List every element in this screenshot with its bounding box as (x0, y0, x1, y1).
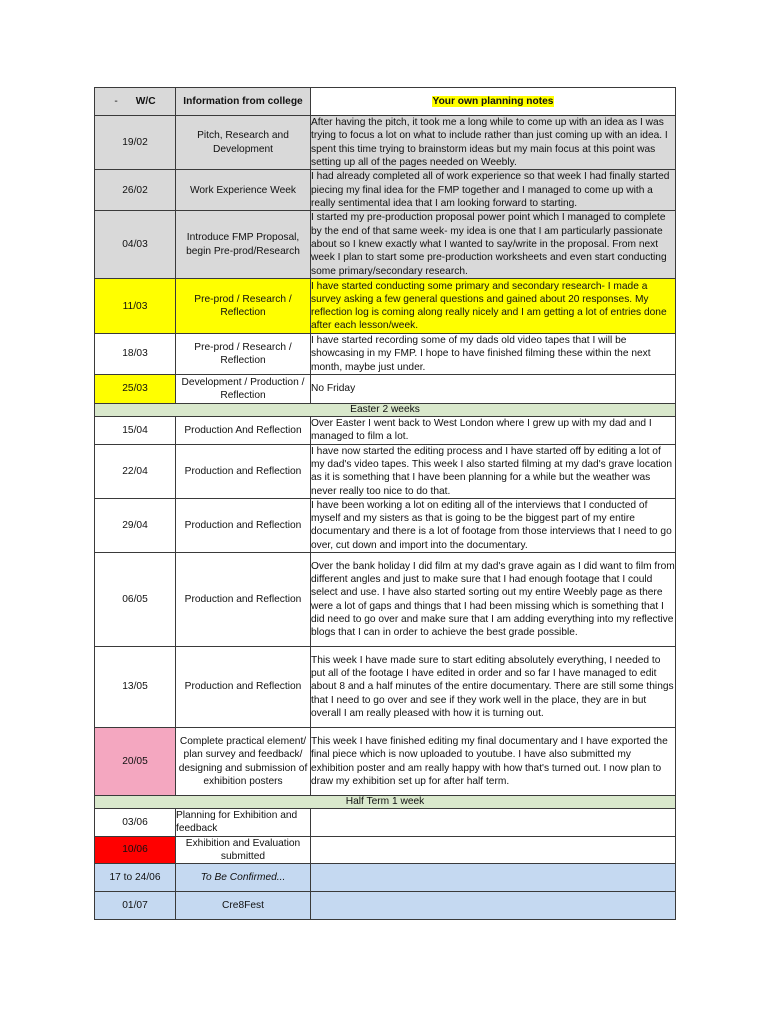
college-info: To Be Confirmed... (176, 864, 311, 892)
notes-header (311, 88, 676, 116)
planning-note: I have now started the editing process and I have started off by editing a lot of my dad's video tapes. This week I also started filming at my dad's grave location as it is something that I have been planning for a while but the weather was never really too nice to do that. (311, 444, 676, 498)
planning-note: This week I have made sure to start editing absolutely everything, I needed to put all of the footage I have edited in order and so far I have managed to edit about 8 and a half minutes of the entire documentary. There are still some things that I need to go over and see if they work well in the place, they are in but overall I am really pleased with how it is turning out. (311, 647, 676, 728)
college-info: Production and Reflection (176, 647, 311, 728)
week-date: 29/04 (95, 498, 176, 552)
notes-header-label: Your own planning notes (432, 95, 554, 107)
table-row (95, 116, 676, 170)
table-row (95, 334, 676, 375)
week-date: 19/02 (95, 116, 176, 170)
college-info: Work Experience Week (176, 170, 311, 211)
table-row (95, 211, 676, 279)
week-date: 18/03 (95, 334, 176, 375)
week-date: 03/06 (95, 809, 176, 837)
week-date: 01/07 (95, 892, 176, 920)
week-date: 13/05 (95, 647, 176, 728)
college-info: Pitch, Research and Development (176, 116, 311, 170)
table-row (95, 728, 676, 796)
college-info: Complete practical element/ plan survey and feedback/ designing and submission of exhibition posters (176, 728, 311, 796)
table-row (95, 864, 676, 892)
planning-note: No Friday (311, 375, 676, 404)
planning-note: Over the bank holiday I did film at my dad's grave again as I did want to film from different angles and just to make sure that I had enough footage that I could select and use. I have also started sorting out my entire Weebly page as there were a lot of gaps and things that I had been missing which is something that I did need to go over and make sure that I am adding everything into my reflective blogs that I can in order to achieve the best grade possible. (311, 553, 676, 647)
wc-label: W/C (135, 95, 156, 107)
fmp-planning-table (94, 87, 676, 920)
week-date: 22/04 (95, 444, 176, 498)
college-info: Exhibition and Evaluation submitted (176, 836, 311, 864)
week-date: 11/03 (95, 279, 176, 334)
planning-note: I have started recording some of my dads old video tapes that I will be showcasing in my FMP. I hope to have finished filming these within the next month, maybe just under. (311, 334, 676, 375)
table-row (95, 279, 676, 334)
half-term-banner: Half Term 1 week (95, 796, 676, 809)
planning-note (311, 892, 676, 920)
college-info: Cre8Fest (176, 892, 311, 920)
table-row (95, 892, 676, 920)
info-header: Information from college (176, 88, 311, 116)
planning-note: Over Easter I went back to West London where I grew up with my dad and I managed to film a lot. (311, 417, 676, 445)
college-info: Production and Reflection (176, 444, 311, 498)
table-row (95, 809, 676, 837)
easter-banner-row (95, 404, 676, 417)
week-date: 15/04 (95, 417, 176, 445)
planning-note (311, 864, 676, 892)
dash-label: - (114, 95, 118, 107)
college-info: Pre-prod / Research / Reflection (176, 279, 311, 334)
table-row (95, 170, 676, 211)
week-date: 17 to 24/06 (95, 864, 176, 892)
half-term-banner-row (95, 796, 676, 809)
week-date: 06/05 (95, 553, 176, 647)
planning-note: This week I have finished editing my final documentary and I have exported the final piece which is now uploaded to youtube. I have also submitted my exhibition poster and am really happy with how that's turned out. I now plan to draw my exhibition set up for after half term. (311, 728, 676, 796)
planning-note: I have started conducting some primary and secondary research- I made a survey asking a few general questions and gained about 20 responses. My reflection log is coming along really nicely and I am getting a lot of entries done after each lesson/week. (311, 279, 676, 334)
planning-note: I have been working a lot on editing all of the interviews that I conducted of myself and my sisters as that is going to be the biggest part of my entire documentary and there is a lot of footage from those interviews that I need to go over, cut down and import into the documentary. (311, 498, 676, 552)
table-row (95, 444, 676, 498)
college-info: Pre-prod / Research / Reflection (176, 334, 311, 375)
college-info: Production and Reflection (176, 553, 311, 647)
table-row (95, 553, 676, 647)
college-info: Development / Production / Reflection (176, 375, 311, 404)
planning-note: After having the pitch, it took me a long while to come up with an idea as I was trying to focus a lot on what to include rather than just coming up with an idea. I spent this time trying to brainstorm ideas but my main focus at this point was setting up all of the pages needed on Weebly. (311, 116, 676, 170)
planning-note: I had already completed all of work experience so that week I had finally started piecing my final idea for the FMP together and I managed to come up with a really sentimental idea that I am looking forward to starting. (311, 170, 676, 211)
table-row (95, 375, 676, 404)
college-info: Planning for Exhibition and feedback (176, 809, 311, 837)
week-date: 25/03 (95, 375, 176, 404)
planning-note (311, 836, 676, 864)
college-info: Production And Reflection (176, 417, 311, 445)
week-date: 26/02 (95, 170, 176, 211)
week-date: 10/06 (95, 836, 176, 864)
table-row (95, 836, 676, 864)
wc-header (95, 88, 176, 116)
table-header-row (95, 88, 676, 116)
planning-note: I started my pre-production proposal power point which I managed to complete by the end of that same week- my idea is one that I am particularly passionate about so I knew exactly what I wanted to say/write in the proposal. From next week I plan to start some pre-production worksheets and even start conducting some primary/secondary research. (311, 211, 676, 279)
table-row (95, 417, 676, 445)
college-info: Introduce FMP Proposal, begin Pre-prod/Research (176, 211, 311, 279)
table-row (95, 498, 676, 552)
easter-banner: Easter 2 weeks (95, 404, 676, 417)
week-date: 20/05 (95, 728, 176, 796)
planning-note (311, 809, 676, 837)
table-row (95, 647, 676, 728)
week-date: 04/03 (95, 211, 176, 279)
college-info: Production and Reflection (176, 498, 311, 552)
